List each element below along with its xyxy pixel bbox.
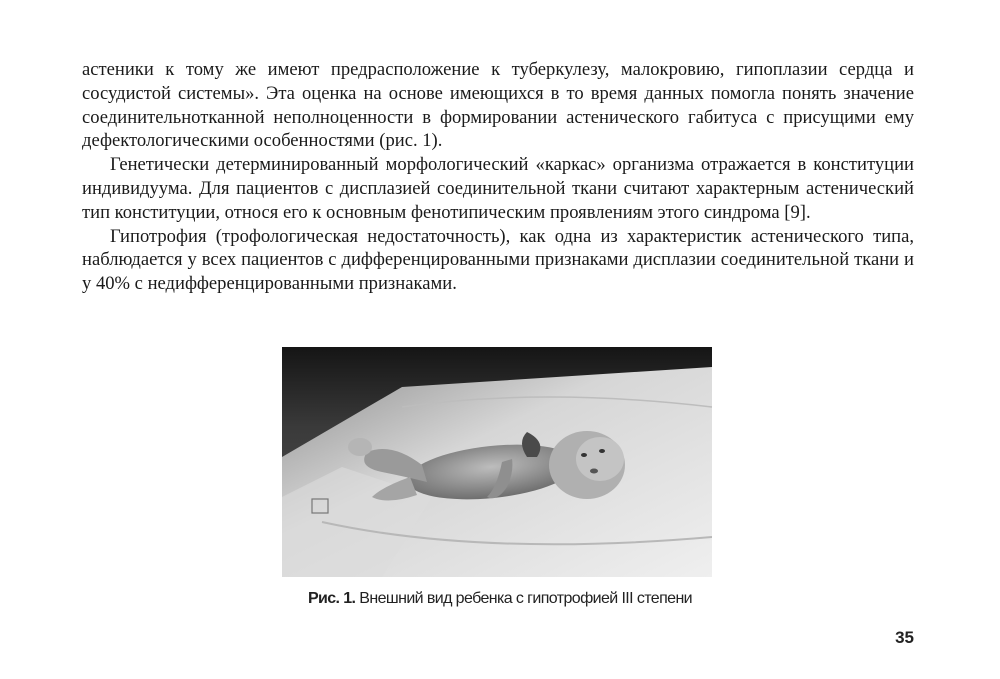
paragraph-1: астеники к тому же имеют предрасположение к туберкулезу, малокровию, гипоплазии сердца и сосудистой системы». Эта оценка на основе имеющихся в то время данных помогла понять значение соединительнотканной неполноценности в формировании астенического габитуса с присущими ему дефектологическими особенностями (рис. 1). (82, 59, 914, 152)
figure-photo (282, 347, 712, 577)
figure-caption-text: Внешний вид ребенка с гипотрофией III степени (359, 590, 693, 607)
figure-label: Рис. 1. (307, 590, 356, 607)
paragraph-2: Генетически детерминированный морфологический «каркас» организма отражается в конституции индивидуума. Для пациентов с дисплазией соединительной ткани считают характерным астенический тип конституции, относя его к основным фенотипическим проявлениям этого синдрома [9]. (82, 154, 914, 223)
figure-caption (0, 590, 1000, 608)
article-text (82, 58, 914, 296)
paragraph-3: Гипотрофия (трофологическая недостаточность), как одна из характеристик астенического типа, наблюдается у всех пациентов с дифференцированными признаками дисплазии соединительной ткани и у 40% с недифференцированными признаками. (82, 225, 914, 295)
page-number: 35 (895, 628, 914, 647)
infant-photo (282, 347, 712, 577)
